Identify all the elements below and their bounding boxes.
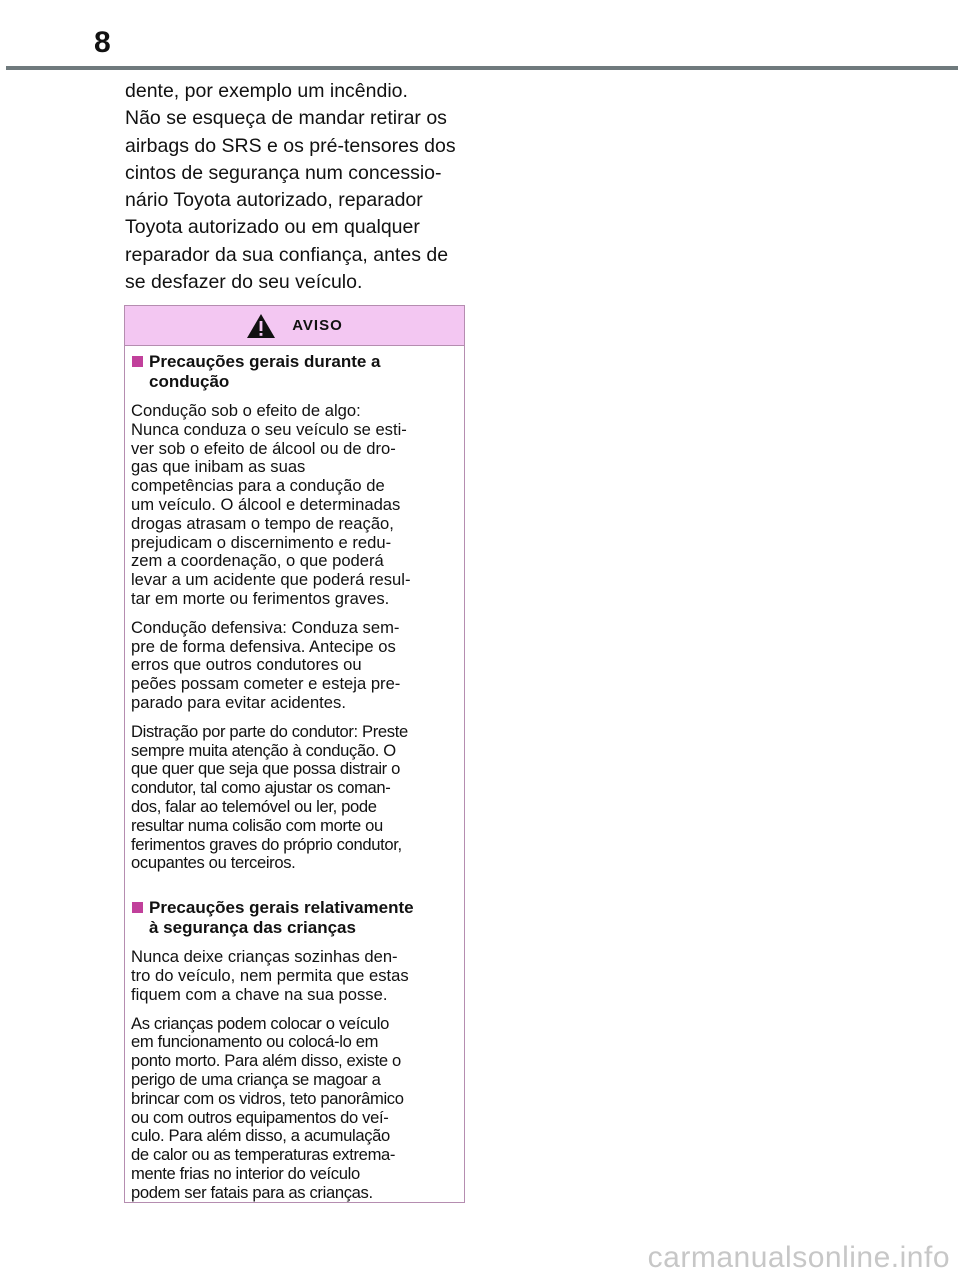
warning-paragraph	[131, 619, 456, 713]
paragraph-line: Condução defensiva: Conduza sem-	[131, 617, 400, 637]
paragraph-line: ou com outros equipamentos do veí-	[131, 1107, 389, 1127]
warning-title: AVISO	[292, 317, 343, 334]
warning-triangle-icon	[246, 313, 276, 339]
paragraph-line: condutor, tal como ajustar os coman-	[131, 778, 391, 798]
heading-line: à segurança das crianças	[149, 918, 356, 938]
intro-line: dente, por exemplo um incêndio.	[125, 80, 408, 102]
paragraph-line: peões possam cometer e esteja pre-	[131, 674, 401, 694]
paragraph-line: Nunca deixe crianças sozinhas den-	[131, 947, 398, 967]
paragraph-line: de calor ou as temperaturas extrema-	[131, 1145, 396, 1165]
paragraph-line: tro do veículo, nem permita que estas	[131, 965, 409, 985]
warning-paragraph	[131, 723, 456, 873]
paragraph-line: As crianças podem colocar o veículo	[131, 1013, 389, 1033]
section-heading	[131, 898, 456, 938]
bullet-square-icon	[132, 356, 143, 367]
heading-line: Precauções gerais durante a	[149, 352, 381, 371]
paragraph-line: pre de forma defensiva. Antecipe os	[131, 636, 396, 656]
warning-box	[124, 305, 465, 1203]
intro-line: se desfazer do seu veículo.	[125, 271, 363, 294]
warning-header	[125, 306, 464, 346]
section-heading-text	[149, 352, 456, 392]
paragraph-line: competências para a condução de	[131, 476, 385, 496]
intro-line: airbags do SRS e os pré-tensores dos	[125, 134, 456, 157]
paragraph-line: Distração por parte do condutor: Preste	[131, 721, 408, 741]
paragraph-line: Nunca conduza o seu veículo se esti-	[131, 419, 407, 439]
paragraph-line: perigo de uma criança se magoar a	[131, 1069, 381, 1089]
paragraph-line: Condução sob o efeito de algo:	[131, 401, 361, 420]
paragraph-line: que quer que seja que possa distrair o	[131, 759, 400, 779]
paragraph-line: ferimentos graves do próprio condutor,	[131, 834, 402, 854]
paragraph-line: prejudicam o discernimento e redu-	[131, 532, 392, 552]
watermark: carmanualsonline.info	[647, 1241, 950, 1274]
paragraph-line: erros que outros condutores ou	[131, 655, 362, 675]
intro-line: Não se esqueça de mandar retirar os	[125, 107, 447, 130]
paragraph-line: gas que inibam as suas	[131, 457, 306, 477]
warning-paragraph	[131, 948, 456, 1004]
warning-body	[125, 346, 464, 1202]
page-number: 8	[94, 26, 112, 59]
paragraph-line: culo. Para além disso, a acumulação	[131, 1126, 390, 1146]
paragraph-line: resultar numa colisão com morte ou	[131, 815, 383, 835]
bullet-square-icon	[132, 902, 143, 913]
paragraph-line: parado para evitar acidentes.	[131, 692, 346, 712]
heading-line: Precauções gerais relativamente	[149, 898, 414, 918]
section-heading-text	[149, 898, 456, 938]
paragraph-line: mente frias no interior do veículo	[131, 1163, 360, 1183]
paragraph-line: podem ser fatais para as crianças.	[131, 1182, 373, 1202]
paragraph-line: drogas atrasam o tempo de reação,	[131, 513, 394, 533]
paragraph-line: zem a coordenação, o que poderá	[131, 551, 384, 571]
warning-paragraph	[131, 402, 456, 609]
paragraph-line: ver sob o efeito de álcool ou de dro-	[131, 438, 396, 458]
heading-line: condução	[149, 372, 230, 391]
paragraph-line: um veículo. O álcool e determinadas	[131, 494, 401, 514]
paragraph-line: ocupantes ou terceiros.	[131, 853, 296, 873]
paragraph-line: tar em morte ou ferimentos graves.	[131, 588, 390, 608]
warning-paragraph	[131, 1015, 456, 1203]
paragraph-line: fiquem com a chave na sua posse.	[131, 984, 388, 1004]
intro-line: Toyota autorizado ou em qualquer	[125, 216, 420, 239]
paragraph-line: sempre muita atenção à condução. O	[131, 740, 396, 760]
paragraph-line: dos, falar ao telemóvel ou ler, pode	[131, 796, 377, 816]
header-rule	[6, 66, 958, 70]
paragraph-line: levar a um acidente que poderá resul-	[131, 570, 411, 590]
paragraph-line: ponto morto. Para além disso, existe o	[131, 1051, 401, 1071]
intro-text	[125, 78, 470, 296]
intro-line: reparador da sua confiança, antes de	[125, 243, 449, 266]
paragraph-line: brincar com os vidros, teto panorâmico	[131, 1088, 404, 1108]
intro-line: cintos de segurança num concessio-	[125, 161, 442, 184]
section-heading	[131, 352, 456, 392]
intro-line: nário Toyota autorizado, reparador	[125, 189, 423, 212]
paragraph-line: em funcionamento ou colocá-lo em	[131, 1032, 379, 1052]
